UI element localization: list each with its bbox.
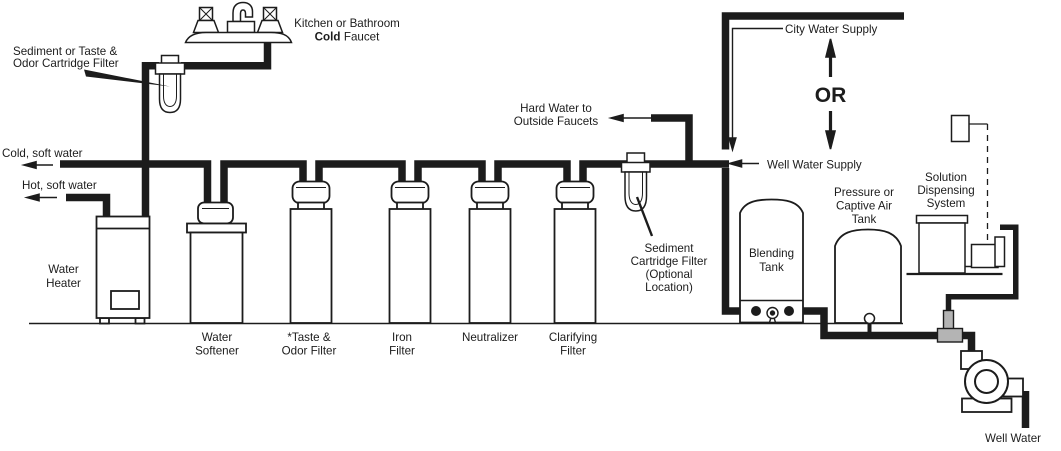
or-up-arrow xyxy=(826,39,835,77)
hot-water-arrow xyxy=(27,194,57,200)
pipe-cold-riser xyxy=(146,66,160,217)
city-supply-leader-arrow xyxy=(729,29,783,150)
sediment-filter-flange xyxy=(622,163,651,173)
blending-inlet-fitting xyxy=(751,306,761,316)
pipe-main-6 xyxy=(583,164,729,192)
label-taste-odor-line1: *Taste & xyxy=(287,331,331,344)
label-solution-line2: Dispensing xyxy=(917,184,975,197)
injection-fitting-stem xyxy=(944,311,954,331)
heater-access-panel xyxy=(111,291,139,309)
faucet-spout-base xyxy=(228,22,255,33)
pipe-main-3 xyxy=(319,164,402,192)
faucet-handle-left xyxy=(194,8,219,33)
label-softener-line1: Water xyxy=(201,331,233,344)
cartridge-filter-flange xyxy=(156,63,185,74)
label-softener-line2: Softener xyxy=(195,344,239,358)
label-blending-tank-line1: Blending xyxy=(748,247,795,260)
label-sediment-opt-line3: (Optional xyxy=(645,268,693,281)
cold-water-arrow xyxy=(24,162,53,168)
pipe-main-2 xyxy=(224,164,303,208)
label-blending-tank-line2: Tank xyxy=(759,261,784,274)
sediment-filter-bowl xyxy=(625,172,647,211)
faucet-deck xyxy=(186,33,292,43)
label-sediment-opt-line1: Sediment xyxy=(644,242,694,255)
iron-filter-tank xyxy=(390,182,431,324)
label-cold-soft-water: Cold, soft water xyxy=(2,147,83,160)
pipe-hard-water-branch xyxy=(651,118,689,166)
or-down-arrow xyxy=(826,111,835,149)
pressure-tank-fitting xyxy=(865,314,875,324)
pipe-city-water xyxy=(726,16,905,150)
clarifying-filter-tank xyxy=(555,182,596,324)
well-supply-arrow xyxy=(730,160,760,167)
pressure-tank-body xyxy=(835,230,901,324)
label-taste-odor-line2: Odor Filter xyxy=(281,344,337,358)
softener-body xyxy=(191,233,243,324)
label-sediment-opt-line2: Cartridge Filter xyxy=(630,255,708,268)
label-or: OR xyxy=(814,84,847,107)
solution-pump-body xyxy=(972,245,999,268)
softener-valve xyxy=(198,203,233,224)
label-water-heater-line1: Water xyxy=(48,263,79,276)
label-hot-soft-water: Hot, soft water xyxy=(22,179,97,192)
faucet-handle-right xyxy=(258,8,283,33)
label-hard-water-line1: Hard Water to xyxy=(520,102,592,115)
label-city-water-supply: City Water Supply xyxy=(785,23,878,36)
label-pressure-tank-line2: Captive Air xyxy=(835,199,893,213)
label-pressure-tank-line3: Tank xyxy=(851,213,877,226)
label-water-heater-line2: Heater xyxy=(46,277,81,290)
neutralizer-tank xyxy=(470,182,511,324)
label-well-water-supply: Well Water Supply xyxy=(767,158,862,172)
injection-fitting-body xyxy=(938,329,963,343)
solution-tank-lid xyxy=(917,216,968,224)
label-neutralizer: Neutralizer xyxy=(461,331,519,344)
faucet-spout xyxy=(233,3,253,22)
label-cartridge-filter-line1: Sediment or Taste & xyxy=(13,45,118,58)
hard-water-arrow xyxy=(611,115,651,121)
label-clarifying-line2: Filter xyxy=(560,344,586,358)
taste-odor-filter-tank xyxy=(291,182,332,324)
label-hard-water-line2: Outside Faucets xyxy=(513,115,599,128)
label-solution-line1: Solution xyxy=(925,171,967,184)
label-faucet-line2: Cold Faucet xyxy=(314,30,380,44)
label-solution-line3: System xyxy=(926,197,966,210)
pump-volute-hub xyxy=(975,370,998,393)
label-clarifying-line1: Clarifying xyxy=(548,331,598,344)
solution-control-box xyxy=(952,116,970,142)
label-cartridge-filter-line2: Odor Cartridge Filter xyxy=(13,57,119,70)
label-iron-line2: Filter xyxy=(389,344,415,358)
solution-tank-body xyxy=(919,223,965,273)
solution-pump-head xyxy=(995,237,1005,267)
label-iron-line1: Iron xyxy=(392,331,412,344)
softener-collar xyxy=(187,224,246,233)
label-sediment-opt-line4: Location) xyxy=(645,281,693,294)
pipe-hot-water xyxy=(66,198,107,217)
label-faucet-line1: Kitchen or Bathroom xyxy=(294,17,400,30)
label-pressure-tank-line1: Pressure or xyxy=(834,186,894,199)
sediment-filter-cap xyxy=(627,153,645,163)
label-well-water: Well Water xyxy=(984,432,1042,445)
blending-outlet-fitting xyxy=(784,306,794,316)
